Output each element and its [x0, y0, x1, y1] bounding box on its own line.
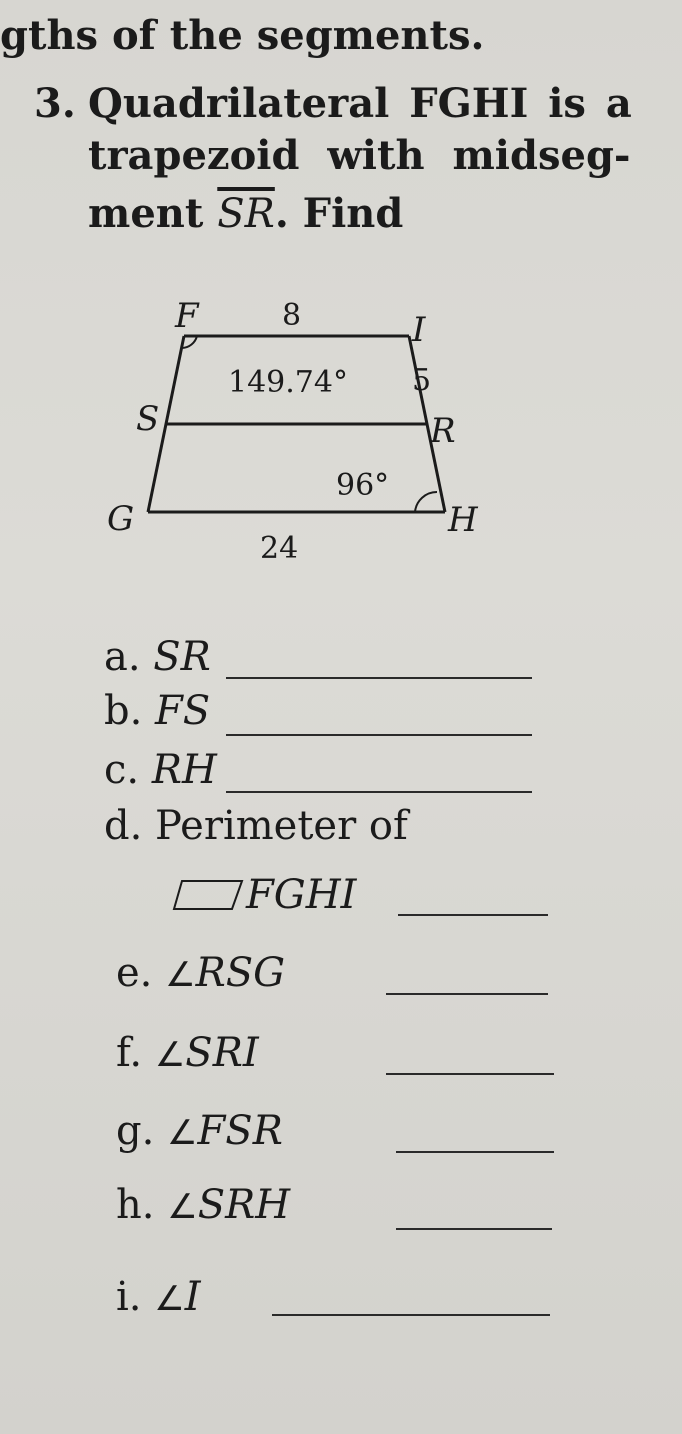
question-letter: d.	[104, 803, 143, 849]
question-e	[116, 950, 286, 996]
answer-blank-d[interactable]	[398, 914, 548, 916]
top-length-label: 8	[282, 298, 302, 333]
trapezoid-symbol-icon	[172, 878, 246, 912]
question-text: SRH	[197, 1182, 291, 1228]
answer-blank-e[interactable]	[386, 993, 548, 995]
angle-symbol: ∠	[167, 1113, 198, 1153]
question-b	[104, 688, 211, 734]
vertex-f-label: F	[175, 296, 199, 336]
question-letter: f.	[116, 1030, 143, 1076]
problem-line-3	[88, 190, 404, 237]
problem-line-3-suffix: . Find	[274, 190, 404, 237]
answer-blank-g[interactable]	[396, 1151, 554, 1153]
question-g	[116, 1108, 283, 1154]
question-a	[104, 634, 211, 680]
bottom-length-label: 24	[260, 531, 299, 566]
question-text: RH	[151, 747, 217, 793]
question-text: FS	[155, 688, 211, 734]
question-text: I	[184, 1274, 201, 1320]
question-letter: e.	[116, 950, 153, 996]
answer-blank-a[interactable]	[226, 677, 532, 679]
question-letter: h.	[116, 1182, 155, 1228]
problem-line-1: Quadrilateral FGHI is a	[88, 80, 632, 127]
question-letter: g.	[116, 1108, 155, 1154]
angle-h-value: 96°	[336, 468, 390, 503]
question-letter: c.	[104, 747, 140, 793]
answer-blank-h[interactable]	[396, 1228, 552, 1230]
right-segment-label: 5	[412, 363, 432, 398]
question-d	[104, 803, 408, 849]
question-text: Perimeter of	[155, 803, 408, 849]
question-text: SR	[153, 634, 211, 680]
question-f	[116, 1030, 259, 1076]
problem-number: 3.	[34, 80, 76, 127]
question-c	[104, 747, 217, 793]
answer-blank-c[interactable]	[226, 791, 532, 793]
question-letter: i.	[116, 1274, 142, 1320]
problem-line-2: trapezoid with midseg-	[88, 132, 631, 179]
angle-symbol: ∠	[165, 955, 196, 995]
vertex-i-label: I	[412, 310, 426, 350]
answer-blank-i[interactable]	[272, 1314, 550, 1316]
question-letter: a.	[104, 634, 141, 680]
question-text: SRI	[185, 1030, 259, 1076]
angle-f-value: 149.74°	[228, 365, 348, 400]
vertex-s-label: S	[136, 399, 160, 439]
angle-symbol: ∠	[154, 1279, 185, 1319]
angle-h-arc	[415, 492, 437, 512]
trapezoid-figure	[90, 285, 530, 575]
header-fragment: gths of the segments.	[0, 12, 485, 59]
question-text: RSG	[195, 950, 286, 996]
question-h	[116, 1182, 291, 1228]
question-d-line-2	[172, 872, 357, 918]
answer-blank-f[interactable]	[386, 1073, 554, 1075]
problem-line-3-prefix: ment	[88, 190, 204, 237]
question-i	[116, 1274, 201, 1320]
angle-symbol: ∠	[154, 1035, 186, 1075]
vertex-r-label: R	[430, 411, 456, 451]
vertex-h-label: H	[448, 500, 478, 540]
question-text-2: FGHI	[246, 872, 357, 918]
question-text: FSR	[197, 1108, 283, 1154]
angle-symbol: ∠	[167, 1187, 198, 1227]
answer-blank-b[interactable]	[226, 734, 532, 736]
question-letter: b.	[104, 688, 143, 734]
segment-sr-label: $\overline{SR}$	[217, 191, 275, 237]
vertex-g-label: G	[107, 499, 135, 539]
